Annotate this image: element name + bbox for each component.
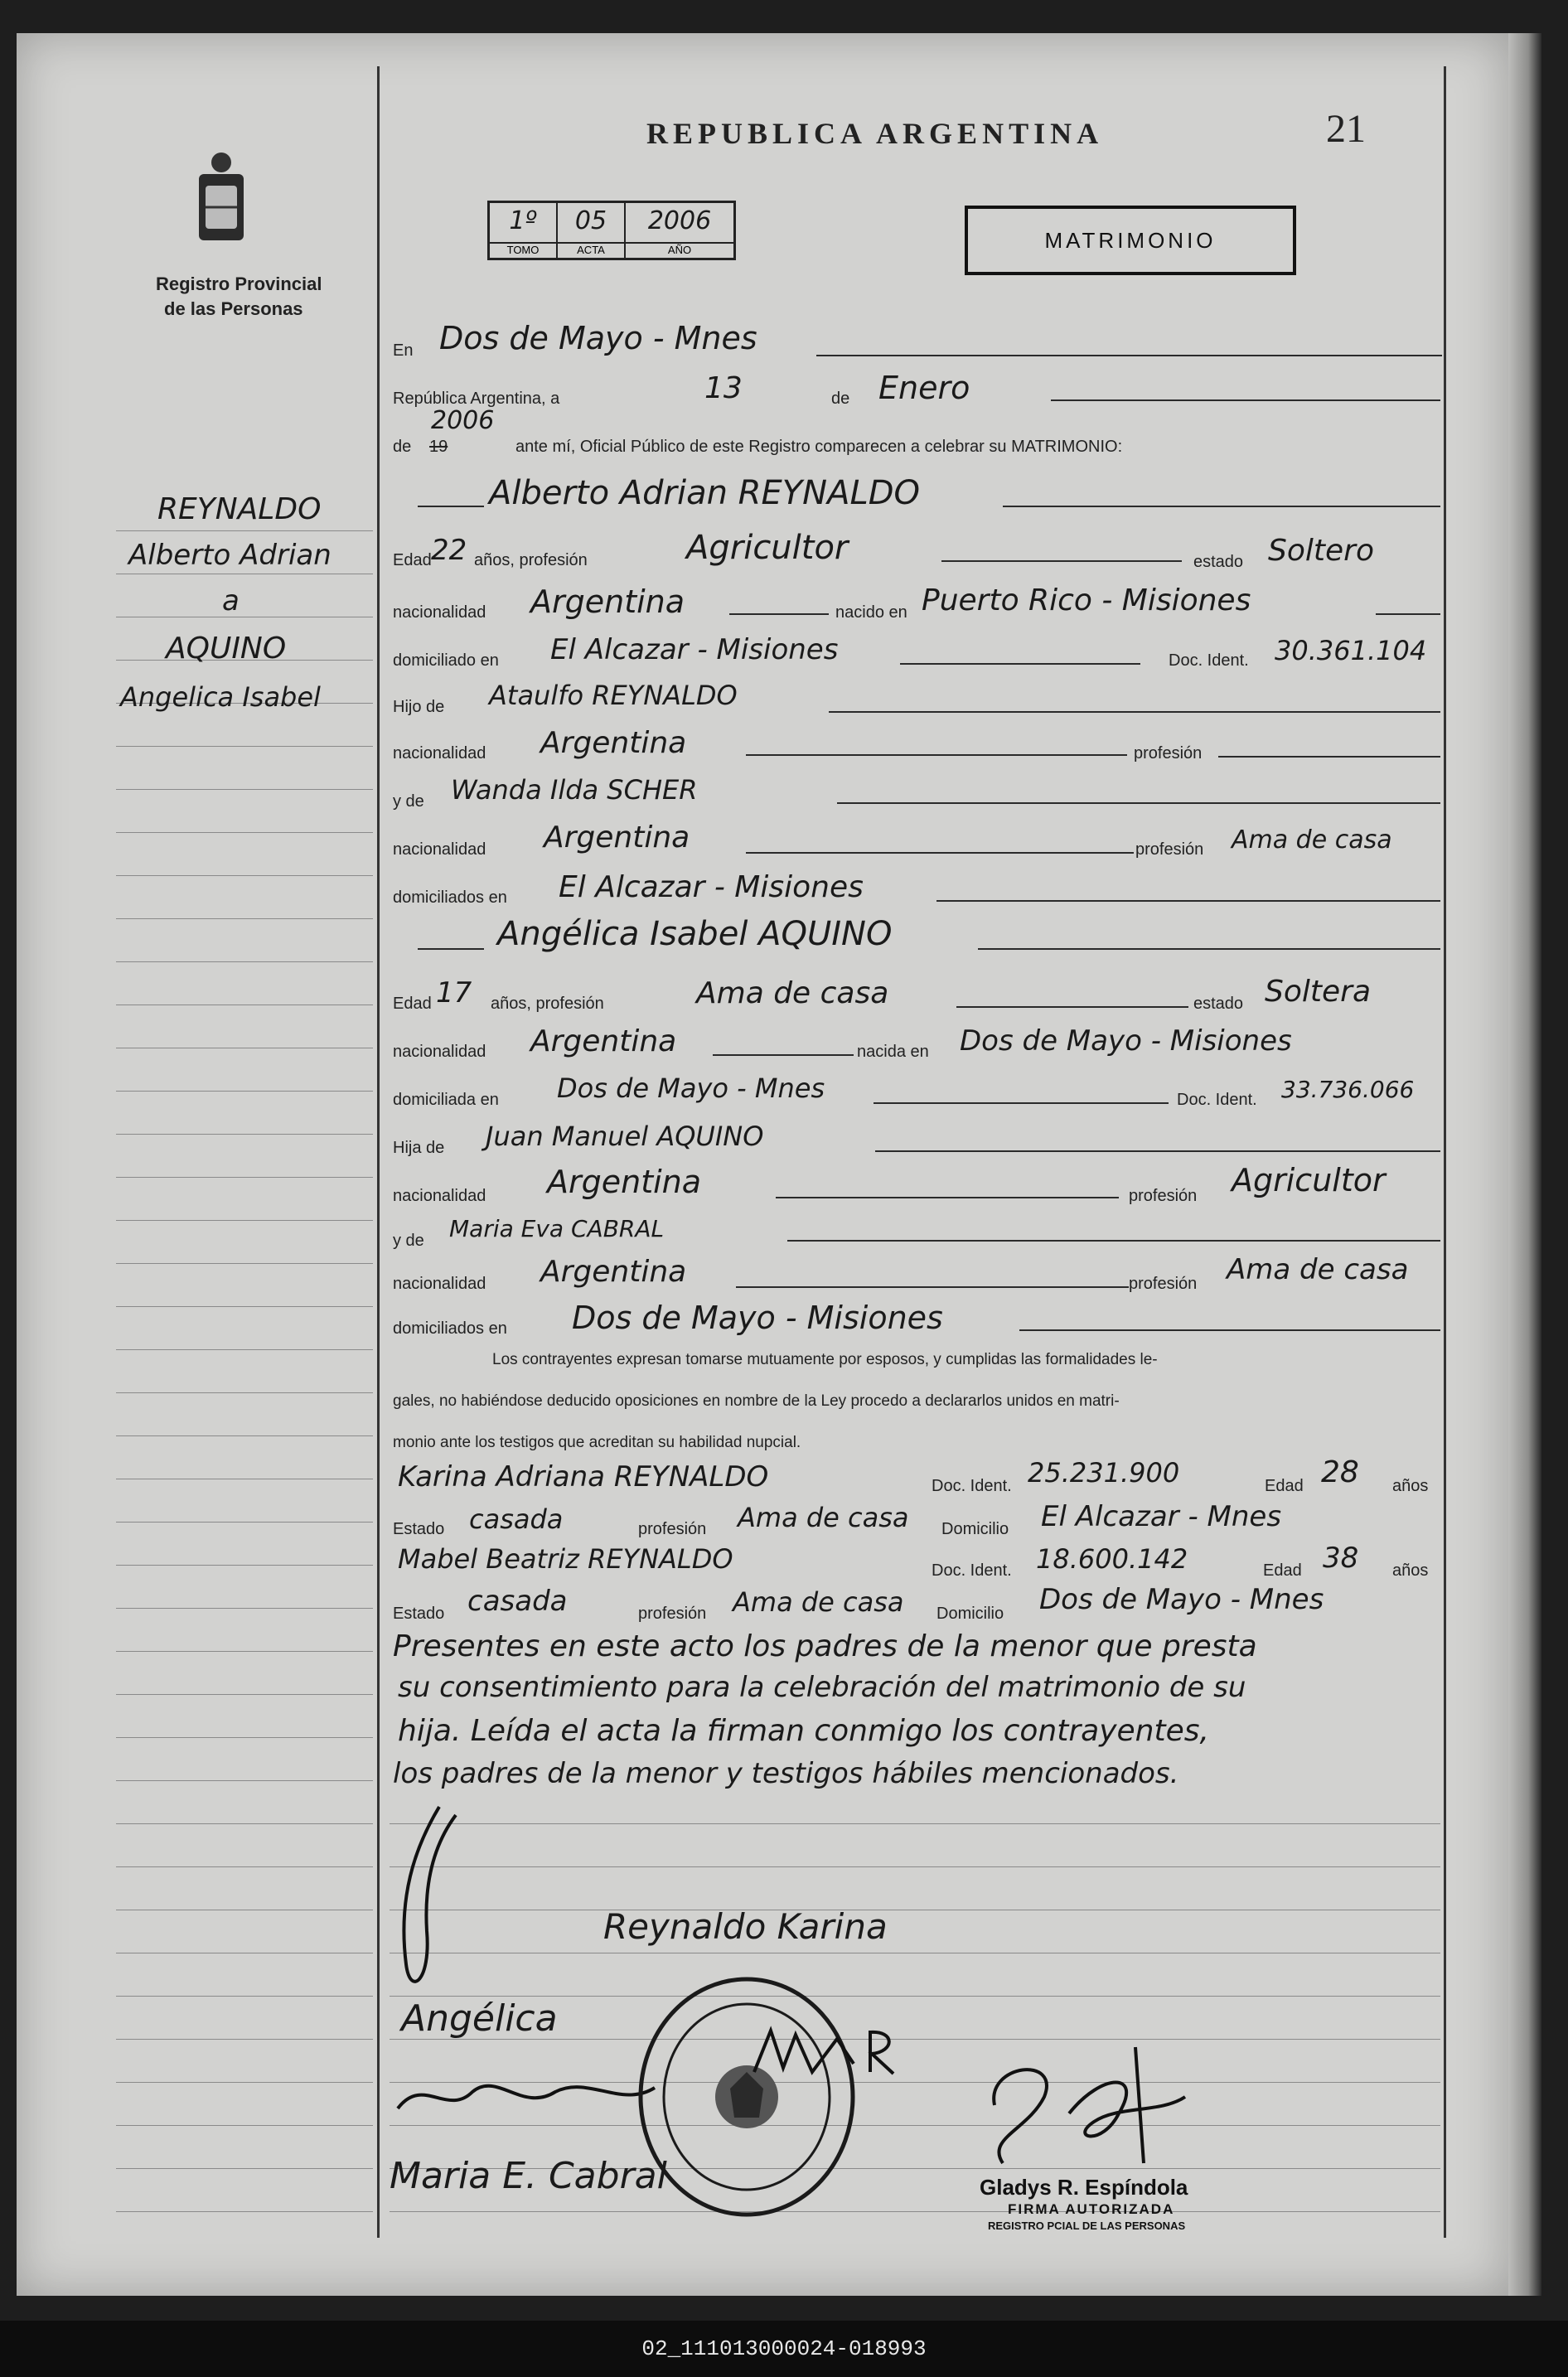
de-label-1: de: [831, 390, 850, 408]
registry-seal-icon: [192, 141, 250, 257]
margin-ruled-line: [116, 1780, 373, 1781]
notes-line4: los padres de la menor y testigos hábiles mencionados.: [393, 1757, 1179, 1790]
margin-ruled-line: [116, 1694, 373, 1695]
bride-estado-label: estado: [1193, 995, 1244, 1013]
statement-line2: gales, no habiéndose deducido oposiciones en nombre de la Ley procedo a declararlos unidos en matri-: [393, 1392, 1120, 1410]
witness1-doc: 25.231.900: [1028, 1457, 1180, 1489]
margin-ruled-line: [116, 1996, 373, 1997]
groom-estado-label: estado: [1193, 553, 1244, 571]
de-label-2: de: [393, 438, 412, 456]
margin-ruled-line: [116, 530, 373, 531]
notes-line2: su consentimiento para la celebración del matrimonio de su: [398, 1671, 1246, 1704]
margin-note-line1: REYNALDO: [157, 492, 322, 526]
bride-prof-fill: [956, 1006, 1188, 1008]
groom-doc-label: Doc. Ident.: [1169, 651, 1249, 670]
page-number: 21: [1326, 107, 1366, 151]
bride-nac-label: nacionalidad: [393, 1043, 486, 1061]
groom-parents-dom-label: domiciliados en: [393, 888, 507, 907]
day-value: 13: [704, 371, 743, 405]
witness2-estado-label: Estado: [393, 1605, 445, 1623]
official-registry: REGISTRO PCIAL DE LAS PERSONAS: [988, 2220, 1186, 2232]
margin-ruled-line: [116, 1608, 373, 1609]
tomo-label: TOMO: [490, 242, 556, 256]
body-ruled-line: [390, 1996, 1440, 1997]
witness1-domicile: El Alcazar - Mnes: [1041, 1500, 1282, 1533]
groom-father-prof-label: profesión: [1134, 744, 1203, 762]
witness2-doc: 18.600.142: [1036, 1543, 1188, 1575]
official-name: Gladys R. Espíndola: [980, 2175, 1188, 2200]
margin-ruled-line: [116, 1651, 373, 1652]
margin-ruled-line: [116, 2039, 373, 2040]
groom-mother-nat-label: nacionalidad: [393, 840, 486, 859]
groom-name-fill: [1003, 506, 1440, 507]
witness1-anos-label: años: [1392, 1477, 1429, 1495]
bride-father-nat-fill: [776, 1197, 1119, 1198]
groom-dom-label: domiciliado en: [393, 651, 499, 670]
margin-note-line3: a: [222, 584, 240, 617]
margin-ruled-line: [116, 789, 373, 790]
margin-ruled-line: [116, 2125, 373, 2126]
bride-parents-dom-label: domiciliados en: [393, 1319, 507, 1338]
groom-dom-fill: [900, 663, 1140, 665]
witness1-prof-label: profesión: [638, 1520, 707, 1538]
margin-ruled-line: [116, 1091, 373, 1092]
bride-mother-fill: [787, 1240, 1440, 1242]
groom-mother-fill: [837, 802, 1440, 804]
groom-mother: Wanda Ilda SCHER: [451, 774, 698, 806]
ano-value: 2006: [647, 206, 712, 235]
witness1-estado: casada: [469, 1503, 564, 1535]
place-value: Dos de Mayo - Mnes: [439, 320, 757, 356]
margin-rule: [377, 66, 380, 2238]
bride-father-nat-label: nacionalidad: [393, 1187, 486, 1205]
groom-nat-fill: [729, 613, 829, 615]
stamp-signature-scrawl: [746, 2022, 903, 2089]
bride-mother-nat: Argentina: [540, 1255, 687, 1289]
groom-doc: 30.361.104: [1275, 635, 1427, 666]
bride-doc: 33.736.066: [1281, 1076, 1415, 1103]
margin-ruled-line: [116, 2168, 373, 2169]
groom-nationality: Argentina: [530, 583, 685, 620]
official-stamp-icon: [635, 1973, 859, 2221]
groom-domicile: El Alcazar - Misiones: [550, 633, 839, 666]
witness2-age: 38: [1323, 1542, 1359, 1575]
margin-ruled-line: [116, 1823, 373, 1824]
bride-father: Juan Manuel AQUINO: [486, 1121, 764, 1152]
bride-dom-label: domiciliada en: [393, 1091, 499, 1109]
witness2-doc-label: Doc. Ident.: [932, 1561, 1012, 1580]
signature-scrawl-2: [390, 2067, 663, 2125]
place-fill-line: [816, 355, 1442, 356]
file-id: 02_111013000024-018993: [641, 2336, 927, 2361]
bride-father-prof-label: profesión: [1129, 1187, 1198, 1205]
witness2-edad-label: Edad: [1263, 1561, 1302, 1580]
witness2-profession: Ama de casa: [733, 1586, 904, 1618]
groom-mother-nat: Argentina: [544, 821, 690, 854]
body-ruled-line: [390, 1823, 1440, 1824]
margin-ruled-line: [116, 1220, 373, 1221]
notes-line1: Presentes en este acto los padres de la menor que presta: [393, 1629, 1257, 1663]
country-title: REPUBLICA ARGENTINA: [646, 117, 1104, 150]
groom-parents-dom: El Alcazar - Misiones: [559, 870, 864, 904]
margin-ruled-line: [116, 832, 373, 833]
document-type-box: MATRIMONIO: [965, 206, 1296, 275]
signature-1: Reynaldo Karina: [603, 1906, 888, 1947]
bride-birthplace: Dos de Mayo - Misiones: [960, 1024, 1292, 1058]
groom-hijo-label: Hijo de: [393, 698, 445, 716]
month-value: Enero: [878, 370, 970, 406]
signature-2: Angélica: [401, 1997, 558, 2040]
ano-box: [626, 203, 733, 258]
file-id-bar: [0, 2321, 1568, 2377]
margin-ruled-line: [116, 1866, 373, 1867]
margin-ruled-line: [116, 1522, 373, 1523]
bride-nationality: Argentina: [530, 1024, 677, 1058]
margin-ruled-line: [116, 961, 373, 962]
groom-nac-label: nacionalidad: [393, 603, 486, 622]
year-value: 2006: [431, 406, 495, 435]
registry-name-line2: de las Personas: [164, 298, 303, 319]
groom-edad-label: Edad: [393, 551, 432, 569]
right-rule: [1444, 66, 1446, 2238]
tomo-box: [490, 203, 558, 258]
margin-ruled-line: [116, 1565, 373, 1566]
groom-father-nat-label: nacionalidad: [393, 744, 486, 762]
witness2-domicile: Dos de Mayo - Mnes: [1039, 1583, 1324, 1616]
margin-ruled-line: [116, 2211, 373, 2212]
margin-ruled-line: [116, 1263, 373, 1264]
witness2-anos-label: años: [1392, 1561, 1429, 1580]
ano-label: AÑO: [626, 242, 733, 256]
act-id-boxes: [487, 201, 736, 260]
margin-ruled-line: [116, 1134, 373, 1135]
signature-3: Maria E. Cabral: [390, 2155, 667, 2197]
groom-father-fill: [829, 711, 1440, 713]
bride-yde-label: y de: [393, 1232, 424, 1250]
bride-nat-fill: [713, 1054, 854, 1056]
margin-ruled-line: [116, 1306, 373, 1307]
margin-ruled-line: [116, 1392, 373, 1393]
bride-anos-label: años, profesión: [491, 995, 604, 1013]
bride-mother: Maria Eva CABRAL: [449, 1215, 665, 1242]
margin-ruled-line: [116, 1177, 373, 1178]
groom-anos-label: años, profesión: [474, 551, 588, 569]
groom-birth-fill: [1376, 613, 1440, 615]
groom-mother-prof: Ama de casa: [1232, 825, 1392, 854]
margin-note-line2: Alberto Adrian: [128, 539, 332, 572]
groom-prof-fill: [941, 560, 1182, 562]
bride-mother-prof-label: profesión: [1129, 1275, 1198, 1293]
groom-birthplace: Puerto Rico - Misiones: [922, 583, 1251, 617]
official-signature-scrawl: [970, 2039, 1193, 2171]
witness2-estado: casada: [467, 1585, 568, 1618]
notes-line3: hija. Leída el acta la firman conmigo los contrayentes,: [398, 1714, 1209, 1748]
witness2-name: Mabel Beatriz REYNALDO: [398, 1543, 733, 1575]
groom-father-nat-fill: [746, 754, 1127, 756]
margin-ruled-line: [116, 1435, 373, 1436]
body-ruled-line: [390, 2125, 1440, 2126]
margin-ruled-line: [116, 2082, 373, 2083]
bride-profession: Ama de casa: [696, 976, 889, 1010]
bride-father-fill: [875, 1150, 1440, 1152]
witness1-doc-label: Doc. Ident.: [932, 1477, 1012, 1495]
bride-father-nat: Argentina: [547, 1164, 702, 1200]
groom-estado: Soltero: [1268, 534, 1374, 568]
groom-yde-label: y de: [393, 792, 424, 811]
groom-profession: Agricultor: [686, 529, 849, 567]
margin-ruled-line: [116, 1737, 373, 1738]
witness2-prof-label: profesión: [638, 1605, 707, 1623]
bride-doc-label: Doc. Ident.: [1177, 1091, 1257, 1109]
witness1-edad-label: Edad: [1265, 1477, 1304, 1495]
bride-age: 17: [436, 976, 472, 1009]
year-struck: 19: [429, 438, 448, 456]
statement-line1: Los contrayentes expresan tomarse mutuamente por esposos, y cumplidas las formalidades le-: [492, 1351, 1158, 1368]
bride-mother-nat-label: nacionalidad: [393, 1275, 486, 1293]
acta-value: 05: [574, 206, 607, 235]
groom-name-lead: [418, 506, 484, 507]
margin-note-line4: AQUINO: [166, 632, 287, 666]
bride-parents-dom-fill: [1019, 1329, 1440, 1331]
bride-nacida-label: nacida en: [857, 1043, 929, 1061]
month-fill-line: [1051, 399, 1440, 401]
bride-father-prof: Agricultor: [1232, 1162, 1386, 1198]
bride-edad-label: Edad: [393, 995, 432, 1013]
witness1-profession: Ama de casa: [738, 1502, 909, 1533]
witness2-dom-label: Domicilio: [936, 1605, 1004, 1623]
bride-name-fill: [978, 948, 1440, 950]
bride-name: Angélica Isabel AQUINO: [497, 915, 893, 953]
groom-nacido-label: nacido en: [835, 603, 907, 622]
bride-dom-fill: [874, 1102, 1169, 1104]
margin-note-line5: Angelica Isabel: [120, 681, 321, 713]
groom-age: 22: [431, 534, 467, 567]
signature-scrawl-1: [381, 1798, 481, 2006]
body-ruled-line: [390, 1866, 1440, 1867]
acta-box: [558, 203, 626, 258]
groom-name: Alberto Adrian REYNALDO: [489, 474, 921, 512]
acta-label: ACTA: [558, 242, 624, 256]
bride-mother-prof: Ama de casa: [1227, 1253, 1409, 1286]
en-label: En: [393, 341, 414, 360]
margin-ruled-line: [116, 875, 373, 876]
witness1-age: 28: [1321, 1455, 1359, 1489]
groom-mother-prof-label: profesión: [1135, 840, 1204, 859]
statement-line3: monio ante los testigos que acreditan su habilidad nupcial.: [393, 1434, 801, 1451]
bride-hija-label: Hija de: [393, 1139, 445, 1157]
margin-ruled-line: [116, 918, 373, 919]
page-edge: [1508, 33, 1541, 2296]
official-title: FIRMA AUTORIZADA: [1008, 2201, 1175, 2217]
groom-father-nat: Argentina: [540, 726, 687, 760]
witness1-name: Karina Adriana REYNALDO: [398, 1460, 769, 1493]
groom-parents-dom-fill: [936, 900, 1440, 902]
republica-label: República Argentina, a: [393, 390, 560, 408]
witness1-estado-label: Estado: [393, 1520, 445, 1538]
margin-ruled-line: [116, 746, 373, 747]
bride-mother-nat-fill: [736, 1286, 1129, 1288]
groom-father: Ataulfo REYNALDO: [489, 680, 738, 711]
bride-domicile: Dos de Mayo - Mnes: [557, 1072, 825, 1104]
witness1-dom-label: Domicilio: [941, 1520, 1009, 1538]
groom-father-prof-fill: [1218, 756, 1440, 758]
bride-estado: Soltera: [1265, 975, 1372, 1009]
margin-ruled-line: [116, 1349, 373, 1350]
bride-name-lead: [418, 948, 484, 950]
registry-name-line1: Registro Provincial: [156, 274, 322, 294]
bride-parents-dom: Dos de Mayo - Misiones: [572, 1300, 943, 1336]
body-ruled-line: [390, 2211, 1440, 2212]
groom-mother-nat-fill: [746, 852, 1134, 854]
tomo-value: 1º: [509, 206, 537, 235]
intro-text: ante mí, Oficial Público de este Registro comparecen a celebrar su MATRIMONIO:: [515, 438, 1123, 456]
